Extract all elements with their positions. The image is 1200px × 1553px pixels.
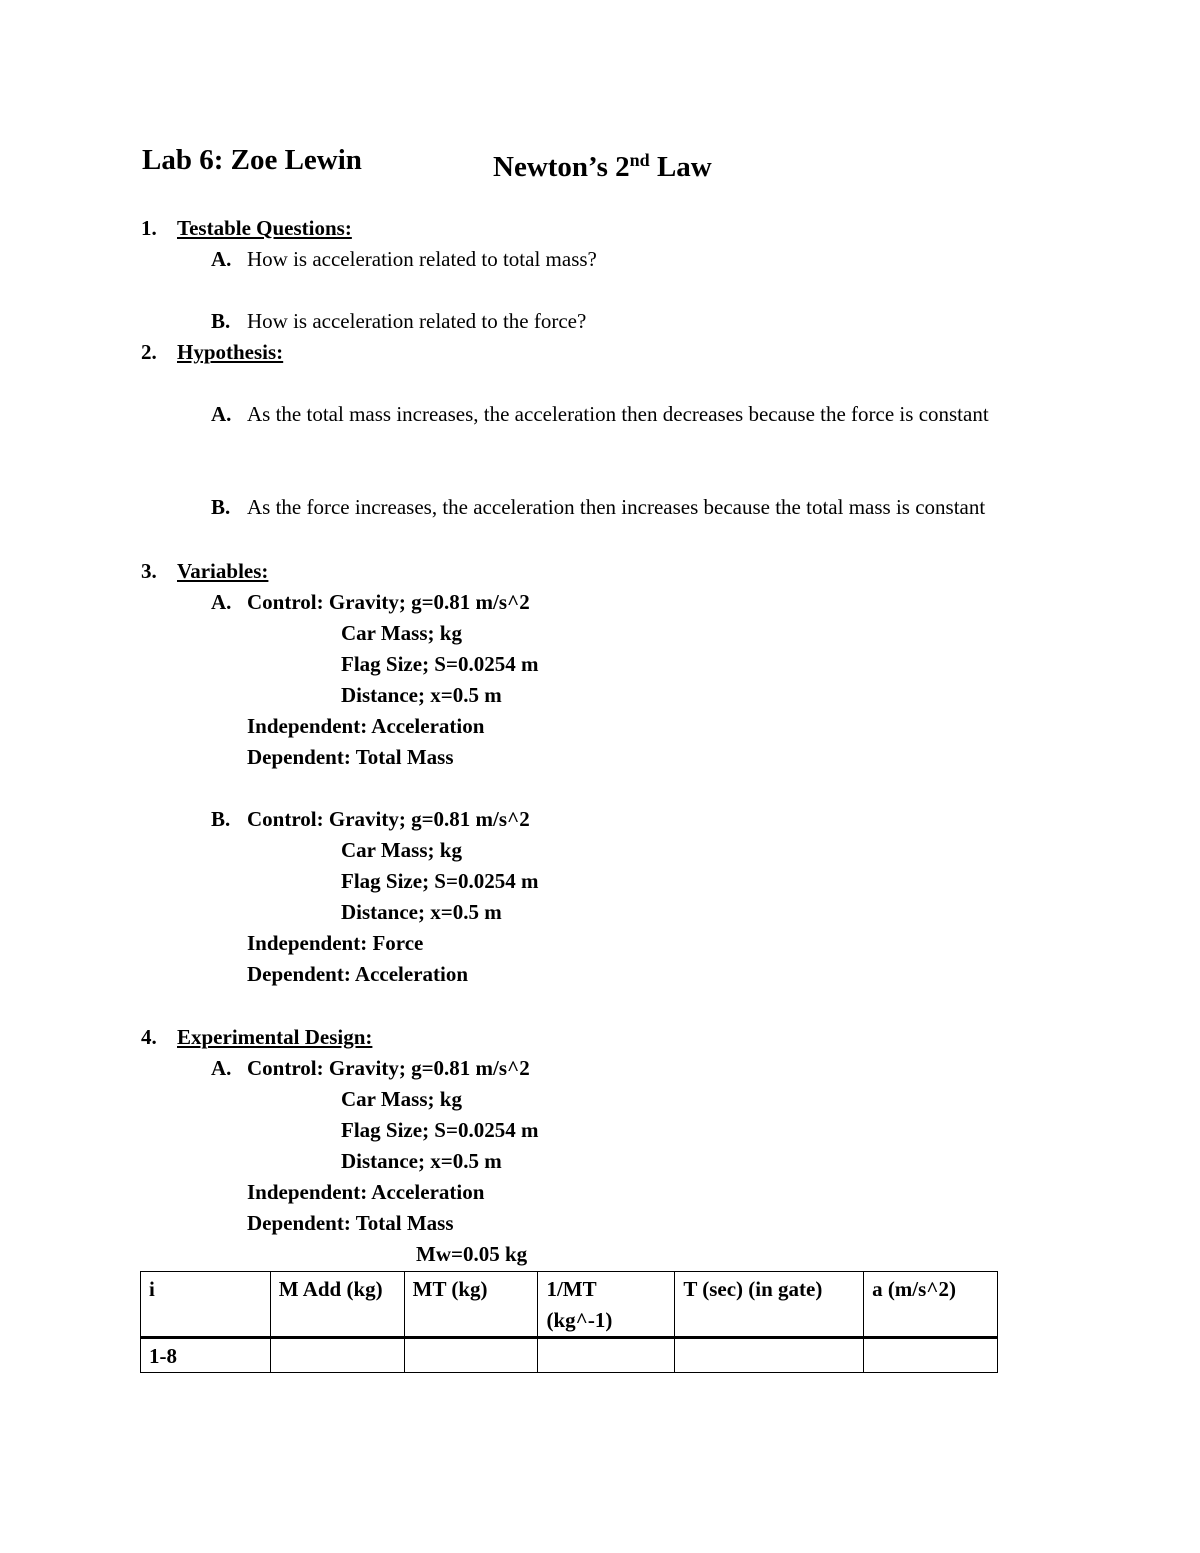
table-cell	[404, 1338, 538, 1373]
table-cell	[675, 1338, 864, 1373]
table-cell	[864, 1338, 998, 1373]
section-4-a-flag-size: Flag Size; S=0.0254 m	[341, 1118, 539, 1142]
section-4-a-letter: A.	[211, 1056, 232, 1080]
title-topic: Newton’s 2nd Law	[493, 150, 712, 183]
table-header-cell: i	[141, 1272, 271, 1338]
section-1-a-letter: A.	[211, 247, 232, 271]
section-3-number: 3.	[141, 559, 157, 583]
table-caption-mw: Mw=0.05 kg	[416, 1242, 528, 1266]
section-3-b-car-mass: Car Mass; kg	[341, 838, 462, 862]
section-1-a-text: How is acceleration related to total mass?	[247, 247, 597, 271]
section-3-heading: Variables:	[177, 559, 269, 583]
section-4-a-control: Control: Gravity; g=0.81 m/s^2	[247, 1056, 530, 1080]
section-4-a-independent: Independent: Acceleration	[247, 1180, 485, 1204]
section-4-a-car-mass: Car Mass; kg	[341, 1087, 462, 1111]
table-header-cell: M Add (kg)	[270, 1272, 404, 1338]
section-3-a-control: Control: Gravity; g=0.81 m/s^2	[247, 590, 530, 614]
table-header-row	[141, 1272, 998, 1338]
section-1-b-letter: B.	[211, 309, 231, 333]
section-2-heading: Hypothesis:	[177, 340, 284, 364]
section-3-b-control: Control: Gravity; g=0.81 m/s^2	[247, 807, 530, 831]
section-3-a-distance: Distance; x=0.5 m	[341, 683, 502, 707]
section-3-b-independent: Independent: Force	[247, 931, 424, 955]
section-2-a-text: As the total mass increases, the acceleration then decreases because the force is constant	[247, 402, 989, 426]
section-3-a-dependent: Dependent: Total Mass	[247, 745, 454, 769]
section-3-b-distance: Distance; x=0.5 m	[341, 900, 502, 924]
section-1-heading: Testable Questions:	[177, 216, 352, 240]
section-3-b-letter: B.	[211, 807, 231, 831]
table-row	[141, 1338, 998, 1373]
title-lab-name: Lab 6: Zoe Lewin	[142, 144, 362, 176]
table-header-cell: a (m/s^2)	[864, 1272, 998, 1338]
section-4-number: 4.	[141, 1025, 157, 1049]
section-2-number: 2.	[141, 340, 157, 364]
table-header-cell: 1/MT (kg^-1)	[538, 1272, 675, 1338]
table-cell: 1-8	[141, 1338, 271, 1373]
section-3-b-dependent: Dependent: Acceleration	[247, 962, 469, 986]
data-table	[140, 1271, 998, 1373]
section-4-heading: Experimental Design:	[177, 1025, 373, 1049]
section-4-a-dependent: Dependent: Total Mass	[247, 1211, 454, 1235]
table-cell	[270, 1338, 404, 1373]
table-header-cell: T (sec) (in gate)	[675, 1272, 864, 1338]
section-3-a-car-mass: Car Mass; kg	[341, 621, 462, 645]
section-3-b-flag-size: Flag Size; S=0.0254 m	[341, 869, 539, 893]
section-3-a-letter: A.	[211, 590, 232, 614]
section-3-a-independent: Independent: Acceleration	[247, 714, 485, 738]
section-2-a-letter: A.	[211, 402, 232, 426]
section-3-a-flag-size: Flag Size; S=0.0254 m	[341, 652, 539, 676]
section-1-number: 1.	[141, 216, 157, 240]
table-cell	[538, 1338, 675, 1373]
section-2-b-letter: B.	[211, 495, 231, 519]
section-1-b-text: How is acceleration related to the force?	[247, 309, 587, 333]
section-2-b-text: As the force increases, the acceleration then increases because the total mass is constant	[247, 495, 986, 519]
table-header-cell: MT (kg)	[404, 1272, 538, 1338]
section-4-a-distance: Distance; x=0.5 m	[341, 1149, 502, 1173]
